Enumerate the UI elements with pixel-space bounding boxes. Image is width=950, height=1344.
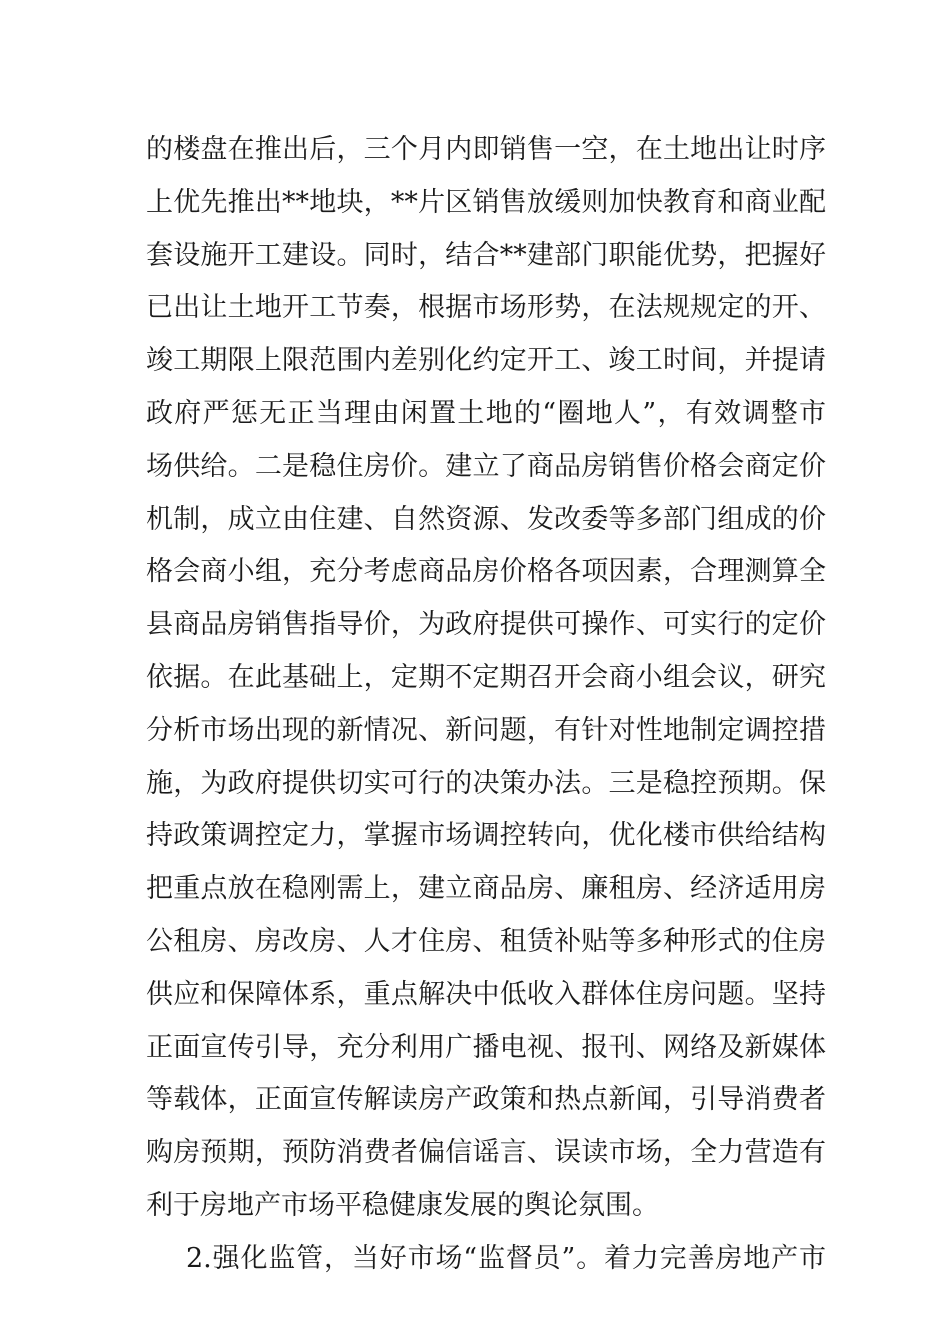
section-2-first-line: 2.强化监管，当好市场“监督员”。着力完善房地产市 (186, 1242, 826, 1274)
text-line-2: 上优先推出**地块，**片区销售放缓则加快教育和商业配 (146, 186, 826, 218)
text-line-7: 场供给。二是稳住房价。建立了商品房销售价格会商定价 (146, 450, 826, 482)
text-line-11: 依据。在此基础上，定期不定期召开会商小组会议，研究 (146, 661, 826, 693)
text-line-20: 购房预期，预防消费者偏信谣言、误读市场，全力营造有 (146, 1137, 826, 1169)
text-line-14: 持政策调控定力，掌握市场调控转向，优化楼市供给结构 (146, 820, 826, 852)
text-line-10: 县商品房销售指导价，为政府提供可操作、可实行的定价 (146, 609, 826, 641)
text-line-8: 机制，成立由住建、自然资源、发改委等多部门组成的价 (146, 503, 826, 535)
text-line-18: 正面宣传引导，充分利用广播电视、报刊、网络及新媒体 (146, 1031, 826, 1063)
text-line-5: 竣工期限上限范围内差别化约定开工、竣工时间，并提请 (146, 345, 826, 377)
text-line-1: 的楼盘在推出后，三个月内即销售一空，在土地出让时序 (146, 134, 826, 165)
text-line-16: 公租房、房改房、人才住房、租赁补贴等多种形式的住房 (146, 925, 826, 957)
text-line-17: 供应和保障体系，重点解决中低收入群体住房问题。坚持 (146, 978, 826, 1010)
text-line-13: 施，为政府提供切实可行的决策办法。三是稳控预期。保 (146, 767, 826, 799)
text-line-4: 已出让土地开工节奏，根据市场形势，在法规规定的开、 (146, 292, 826, 324)
text-line-6: 政府严惩无正当理由闲置土地的“圈地人”，有效调整市 (146, 397, 826, 429)
body-text (146, 124, 826, 1286)
text-line-3: 套设施开工建设。同时，结合**建部门职能优势，把握好 (146, 239, 826, 271)
text-line-15: 把重点放在稳刚需上，建立商品房、廉租房、经济适用房 (146, 873, 826, 905)
text-line-19: 等载体，正面宣传解读房产政策和热点新闻，引导消费者 (146, 1084, 826, 1116)
text-line-9: 格会商小组，充分考虑商品房价格各项因素，合理测算全 (146, 556, 826, 588)
text-line-21: 利于房地产市场平稳健康发展的舆论氛围。 (146, 1189, 659, 1221)
text-line-12: 分析市场出现的新情况、新问题，有针对性地制定调控措 (146, 714, 826, 746)
